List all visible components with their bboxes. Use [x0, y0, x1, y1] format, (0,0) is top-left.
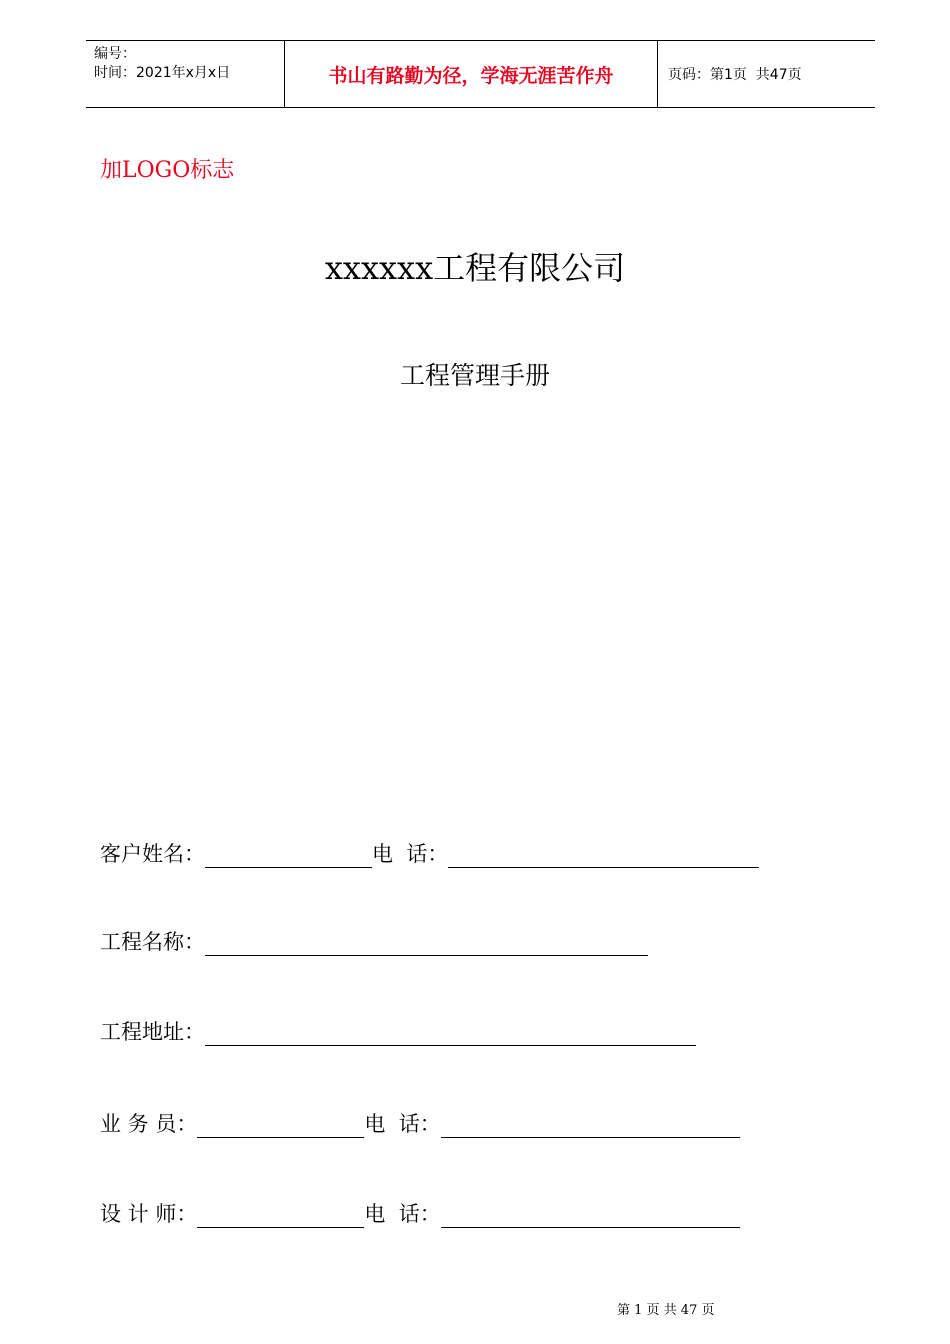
- designer-field[interactable]: [197, 1203, 364, 1228]
- company-name: xxxxxx工程有限公司: [324, 249, 626, 287]
- page-header: [86, 40, 875, 108]
- page-footer: 第 1 页 共 47 页: [617, 1303, 715, 1318]
- customer-name-label: 客户姓名：: [100, 842, 205, 866]
- header-page-info: 页码：第1页 共47页: [668, 67, 802, 83]
- header-meta: [86, 41, 285, 107]
- date-label: 时间：2021年x月x日: [94, 65, 231, 81]
- salesperson-field[interactable]: [197, 1113, 364, 1138]
- phone-label-2: 电 话：: [364, 1112, 441, 1136]
- form-row-designer: [100, 1198, 740, 1228]
- project-address-label: 工程地址：: [100, 1020, 205, 1044]
- designer-label: 设 计 师：: [100, 1202, 198, 1226]
- customer-name-field[interactable]: [205, 843, 372, 868]
- serial-label: 编号：: [94, 46, 136, 62]
- phone-label-3: 电 话：: [364, 1202, 441, 1226]
- phone-label-1: 电 话：: [372, 842, 449, 866]
- form-row-salesperson: [100, 1108, 740, 1138]
- logo-placeholder-note: 加LOGO标志: [100, 158, 235, 183]
- form-row-customer: [100, 838, 759, 868]
- form-row-project-address: [100, 1016, 696, 1046]
- form-row-project-name: [100, 926, 648, 956]
- phone-field-2[interactable]: [441, 1113, 740, 1138]
- motto-text: 书山有路勤为径，学海无涯苦作舟: [328, 64, 614, 87]
- phone-field-1[interactable]: [448, 843, 759, 868]
- header-motto: [285, 41, 658, 107]
- salesperson-label: 业 务 员：: [100, 1112, 198, 1136]
- manual-title: 工程管理手册: [399, 361, 550, 390]
- project-name-label: 工程名称：: [100, 930, 205, 954]
- phone-field-3[interactable]: [441, 1203, 740, 1228]
- project-name-field[interactable]: [205, 931, 648, 956]
- project-address-field[interactable]: [205, 1021, 696, 1046]
